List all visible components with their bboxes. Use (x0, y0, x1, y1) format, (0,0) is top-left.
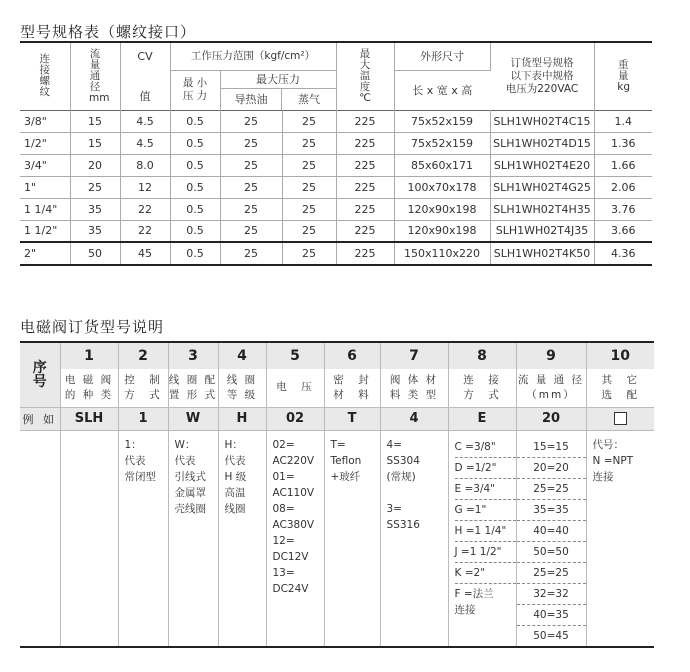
detail-line: T= (330, 438, 346, 451)
header-char: 螺 (39, 75, 50, 88)
table-cell: SLH1WH02T4G25 (490, 176, 594, 198)
table-cell: 0.5 (170, 242, 220, 265)
header-flow (70, 42, 120, 110)
position-description (60, 369, 118, 407)
table-cell: 20 (70, 154, 120, 176)
table-row (20, 132, 652, 154)
detail-col-6 (324, 430, 380, 647)
checkbox-icon[interactable] (614, 412, 627, 425)
detail-col-2 (118, 430, 168, 647)
table-cell: 25 (220, 198, 282, 220)
header-char: 大 (359, 58, 371, 71)
table-cell: 25 (220, 110, 282, 132)
table-cell: 45 (120, 242, 170, 265)
table-row (20, 198, 652, 220)
example-value: W (168, 407, 218, 430)
description-line: 连 接 (463, 373, 501, 386)
detail-col-8 (448, 430, 516, 647)
header-pressure-range: 工作压力范围（kgf/cm²） (170, 42, 336, 70)
order-table (20, 341, 654, 648)
description-line: 控 制 (124, 373, 162, 386)
table-cell: 3/8" (20, 110, 70, 132)
description-line: 方 式 (124, 388, 162, 401)
description-line: 线 圈 (226, 373, 258, 386)
table-cell: 35 (70, 198, 120, 220)
description-line: 置 形 式 (168, 388, 218, 401)
detail-line: 40=35 (517, 605, 586, 626)
header-char: 径 (89, 80, 101, 93)
position-number: 10 (586, 342, 654, 369)
order-table-title: 电磁阀订货型号说明 (20, 318, 165, 336)
description-line: 密 封 (333, 373, 371, 386)
detail-line: 35=35 (517, 500, 586, 521)
example-value: 20 (516, 407, 586, 430)
position-description (448, 369, 516, 407)
table-cell: 25 (282, 110, 336, 132)
description-line: 电 压 (276, 381, 314, 394)
serial-label-line: 号 (32, 373, 47, 390)
position-number: 2 (118, 342, 168, 369)
table-cell: 25 (220, 176, 282, 198)
detail-line: DC24V (272, 582, 309, 595)
detail-line: J =1 1/2" (455, 542, 516, 563)
detail-line: AC110V (272, 486, 315, 499)
description-line: 方 式 (463, 388, 501, 401)
table-cell: 225 (336, 132, 394, 154)
header-conn (20, 42, 70, 110)
detail-line: K =2" (455, 563, 516, 584)
header-min-line: 最 小 (182, 77, 208, 89)
detail-line: E =3/4" (455, 479, 516, 500)
table-row (20, 220, 652, 242)
table-cell: 1 1/2" (20, 220, 70, 242)
header-char: 纹 (39, 86, 50, 99)
detail-line: 壳线圈 (174, 502, 206, 515)
table-cell: 75x52x159 (394, 110, 490, 132)
detail-line: H =1 1/4" (455, 521, 516, 542)
table-cell: 1 1/4" (20, 198, 70, 220)
detail-line: DC12V (272, 550, 309, 563)
table-cell: SLH1WH02T4E20 (490, 154, 594, 176)
table-cell: 100x70x178 (394, 176, 490, 198)
table-cell: 3/4" (20, 154, 70, 176)
detail-line: 3= (386, 502, 402, 515)
detail-line: (常规) (386, 470, 416, 483)
detail-line: W： (174, 438, 196, 451)
table-cell: 4.36 (594, 242, 652, 265)
example-value: 4 (380, 407, 448, 430)
header-char: ℃ (359, 91, 371, 104)
description-line: 材 料 (333, 388, 371, 401)
table-cell: 1/2" (20, 132, 70, 154)
position-description (586, 369, 654, 407)
position-number: 7 (380, 342, 448, 369)
table-cell: 150x110x220 (394, 242, 490, 265)
detail-line: H 级 (224, 470, 247, 483)
detail-line: 金属罩 (174, 486, 206, 499)
detail-line: 引线式 (174, 470, 206, 483)
table-cell: 1.36 (594, 132, 652, 154)
table-cell: 2.06 (594, 176, 652, 198)
position-number: 4 (218, 342, 266, 369)
description-line: （mm） (526, 388, 576, 401)
detail-col-1 (60, 430, 118, 647)
detail-line: 02= (272, 438, 295, 451)
position-description (324, 369, 380, 407)
table-cell: 75x52x159 (394, 132, 490, 154)
detail-line: F =法兰 连接 (454, 587, 494, 616)
table-cell: 15 (70, 110, 120, 132)
detail-line: AC220V (272, 454, 315, 467)
table-cell: 25 (220, 154, 282, 176)
header-char: 连 (39, 53, 50, 66)
detail-line: 1： (124, 438, 142, 451)
detail-line: Teflon (330, 454, 362, 467)
detail-line: 25=25 (517, 479, 586, 500)
table-cell: 225 (336, 242, 394, 265)
table-cell: SLH1WH02T4J35 (490, 220, 594, 242)
position-number: 1 (60, 342, 118, 369)
table-cell: 25 (70, 176, 120, 198)
table-cell: 225 (336, 198, 394, 220)
detail-line: D =1/2" (455, 458, 516, 479)
header-model-line: 以下表中规格 (510, 69, 574, 82)
header-steam: 蒸气 (297, 92, 320, 106)
position-number: 6 (324, 342, 380, 369)
header-max-temp (336, 42, 394, 110)
header-weight (594, 42, 652, 110)
example-option-cell (586, 407, 654, 430)
table-row (20, 110, 652, 132)
detail-line: C =3/8" (455, 437, 516, 458)
detail-col-5 (266, 430, 324, 647)
detail-line: 20=20 (517, 458, 586, 479)
header-dims-sub: 长 x 宽 x 高 (394, 70, 490, 110)
detail-line: 4= (386, 438, 402, 451)
detail-line: 连接 (592, 470, 614, 483)
header-model (490, 42, 594, 110)
table-cell: 0.5 (170, 154, 220, 176)
position-number: 5 (266, 342, 324, 369)
table-cell: 0.5 (170, 132, 220, 154)
table-cell: 0.5 (170, 198, 220, 220)
header-char: 通 (89, 69, 101, 82)
table-cell: 3.76 (594, 198, 652, 220)
detail-col-7 (380, 430, 448, 647)
position-description (380, 369, 448, 407)
detail-line: 25=25 (517, 563, 586, 584)
description-line: 料 类 型 (389, 388, 439, 401)
table-row (20, 176, 652, 198)
detail-line: 01= (272, 470, 295, 483)
table-cell: 2" (20, 242, 70, 265)
header-min-pressure (170, 70, 220, 110)
example-value: T (324, 407, 380, 430)
table-cell: 15 (70, 132, 120, 154)
position-description (218, 369, 266, 407)
example-value: 02 (266, 407, 324, 430)
serial-label (20, 342, 60, 407)
header-model-line: 订货型号规格 (510, 56, 574, 69)
detail-line: N =NPT (592, 454, 634, 467)
position-number: 9 (516, 342, 586, 369)
table-cell: 8.0 (120, 154, 170, 176)
header-min-line: 压 力 (182, 90, 208, 102)
detail-line: 常闭型 (124, 470, 156, 483)
description-line: 电 磁 阀 (64, 373, 114, 386)
detail-line: 50=50 (517, 542, 586, 563)
table-cell: 1" (20, 176, 70, 198)
table-cell: 25 (282, 242, 336, 265)
table-cell: 25 (282, 220, 336, 242)
table-cell: 3.66 (594, 220, 652, 242)
table-cell: 0.5 (170, 176, 220, 198)
table-cell: SLH1WH02T4K50 (490, 242, 594, 265)
header-char: 最 (359, 47, 371, 60)
detail-line: 08= (272, 502, 295, 515)
table-cell: 12 (120, 176, 170, 198)
table-cell: SLH1WH02T4D15 (490, 132, 594, 154)
table-cell: 25 (220, 242, 282, 265)
table-cell: 25 (282, 176, 336, 198)
detail-line: H： (224, 438, 243, 451)
position-description (516, 369, 586, 407)
table-cell: 120x90x198 (394, 198, 490, 220)
spec-table-title: 型号规格表（螺纹接口） (20, 23, 197, 41)
header-char: mm (89, 91, 110, 104)
table-cell: 35 (70, 220, 120, 242)
detail-line: AC380V (272, 518, 315, 531)
example-value: H (218, 407, 266, 430)
detail-line: SS304 (386, 454, 420, 467)
description-line: 流 量 通 径 (517, 373, 584, 386)
description-line: 阀 体 材 (389, 373, 439, 386)
detail-line: 40=40 (517, 521, 586, 542)
description-line: 线 圈 配 (168, 373, 218, 386)
detail-line: 32=32 (517, 584, 586, 605)
header-model-line: 电压为220VAC (505, 82, 579, 95)
serial-label-line: 序 (32, 359, 47, 376)
table-cell: 85x60x171 (394, 154, 490, 176)
table-cell: 22 (120, 220, 170, 242)
header-char: 度 (359, 80, 371, 93)
position-number: 3 (168, 342, 218, 369)
detail-col-9 (516, 430, 586, 647)
header-char: 流 (89, 47, 101, 60)
detail-line: 代表 (174, 454, 196, 467)
table-cell: SLH1WH02T4C15 (490, 110, 594, 132)
position-description (168, 369, 218, 407)
table-cell: 25 (220, 132, 282, 154)
table-cell: 22 (120, 198, 170, 220)
table-cell: 225 (336, 220, 394, 242)
table-cell: 25 (220, 220, 282, 242)
table-cell: 225 (336, 176, 394, 198)
detail-line: 12= (272, 534, 295, 547)
table-cell: SLH1WH02T4H35 (490, 198, 594, 220)
table-cell: 0.5 (170, 110, 220, 132)
table-cell: 120x90x198 (394, 220, 490, 242)
detail-line: 代表 (124, 454, 146, 467)
detail-line: +玻纤 (330, 470, 361, 483)
spec-table (20, 41, 652, 266)
detail-line (387, 485, 448, 501)
description-line: 其 它 (601, 373, 639, 386)
example-value: 1 (118, 407, 168, 430)
detail-line: 线圈 (224, 502, 246, 515)
detail-line: 13= (272, 566, 295, 579)
detail-line: 15=15 (517, 437, 586, 458)
header-char: 量 (89, 58, 101, 71)
header-char: 重 (618, 58, 629, 71)
description-line: 选 配 (601, 388, 639, 401)
header-char: 接 (39, 64, 50, 77)
table-cell: 4.5 (120, 132, 170, 154)
detail-col-4 (218, 430, 266, 647)
table-cell: 50 (70, 242, 120, 265)
header-max-pressure: 最大压力 (221, 71, 336, 89)
example-value: SLH (60, 407, 118, 430)
table-cell: 225 (336, 110, 394, 132)
detail-line: 高温 (224, 486, 246, 499)
detail-col-10 (586, 430, 654, 647)
detail-empty-serial (20, 430, 60, 647)
detail-line: 50=45 (533, 629, 569, 642)
detail-col-3 (168, 430, 218, 647)
header-max-pressure-group (220, 70, 336, 110)
table-cell: 25 (282, 132, 336, 154)
example-label: 例 如 (20, 407, 60, 430)
example-value: E (448, 407, 516, 430)
table-cell: 1.4 (594, 110, 652, 132)
position-number: 8 (448, 342, 516, 369)
table-row (20, 154, 652, 176)
description-line: 等 级 (226, 388, 258, 401)
description-line: 的 种 类 (64, 388, 114, 401)
header-char: kg (617, 80, 630, 93)
table-cell: 4.5 (120, 110, 170, 132)
header-oil: 导热油 (221, 89, 283, 110)
header-char: 量 (618, 69, 629, 82)
table-cell: 0.5 (170, 220, 220, 242)
header-cv-sub: 值 (120, 70, 170, 110)
detail-line: SS316 (386, 518, 420, 531)
table-cell: 1.66 (594, 154, 652, 176)
table-row (20, 242, 652, 265)
header-cv: CV (120, 42, 170, 70)
table-cell: 225 (336, 154, 394, 176)
header-dims: 外形尺寸 (394, 42, 490, 70)
detail-line: G =1" (455, 500, 516, 521)
header-char: 温 (359, 69, 371, 82)
detail-line: 代表 (224, 454, 246, 467)
detail-line: 代号： (592, 438, 624, 451)
table-cell: 25 (282, 154, 336, 176)
position-description (118, 369, 168, 407)
table-cell: 25 (282, 198, 336, 220)
position-description (266, 369, 324, 407)
